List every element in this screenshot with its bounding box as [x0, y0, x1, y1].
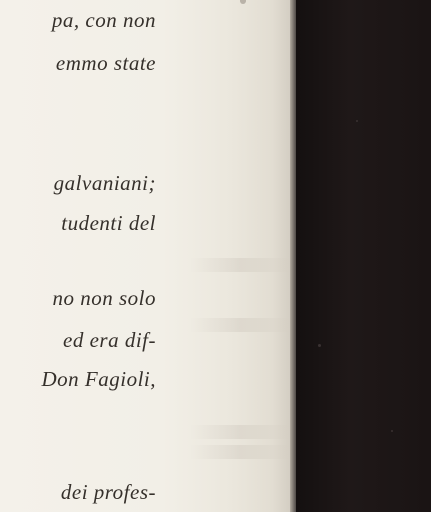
dust-speck [391, 430, 393, 432]
text-line-3: galvaniani; [53, 171, 156, 195]
text-line-5: no non solo [52, 286, 156, 310]
text-line-1: pa, con non [51, 8, 156, 32]
text-line-8: dei profes- [60, 480, 156, 504]
text-line-7: Don Fagioli, [41, 367, 156, 391]
text-line-6: ed era dif- [63, 328, 156, 352]
bleed-through-text [190, 425, 290, 439]
bleed-through-text [190, 318, 290, 332]
bleed-through-text [190, 258, 290, 272]
page-mark [240, 0, 246, 4]
bleed-through-text [190, 445, 290, 459]
text-line-4: tudenti del [61, 211, 156, 235]
text-line-2: emmo state [55, 51, 156, 75]
dark-background [296, 0, 431, 512]
dust-speck [318, 344, 321, 347]
dust-speck [356, 120, 358, 122]
